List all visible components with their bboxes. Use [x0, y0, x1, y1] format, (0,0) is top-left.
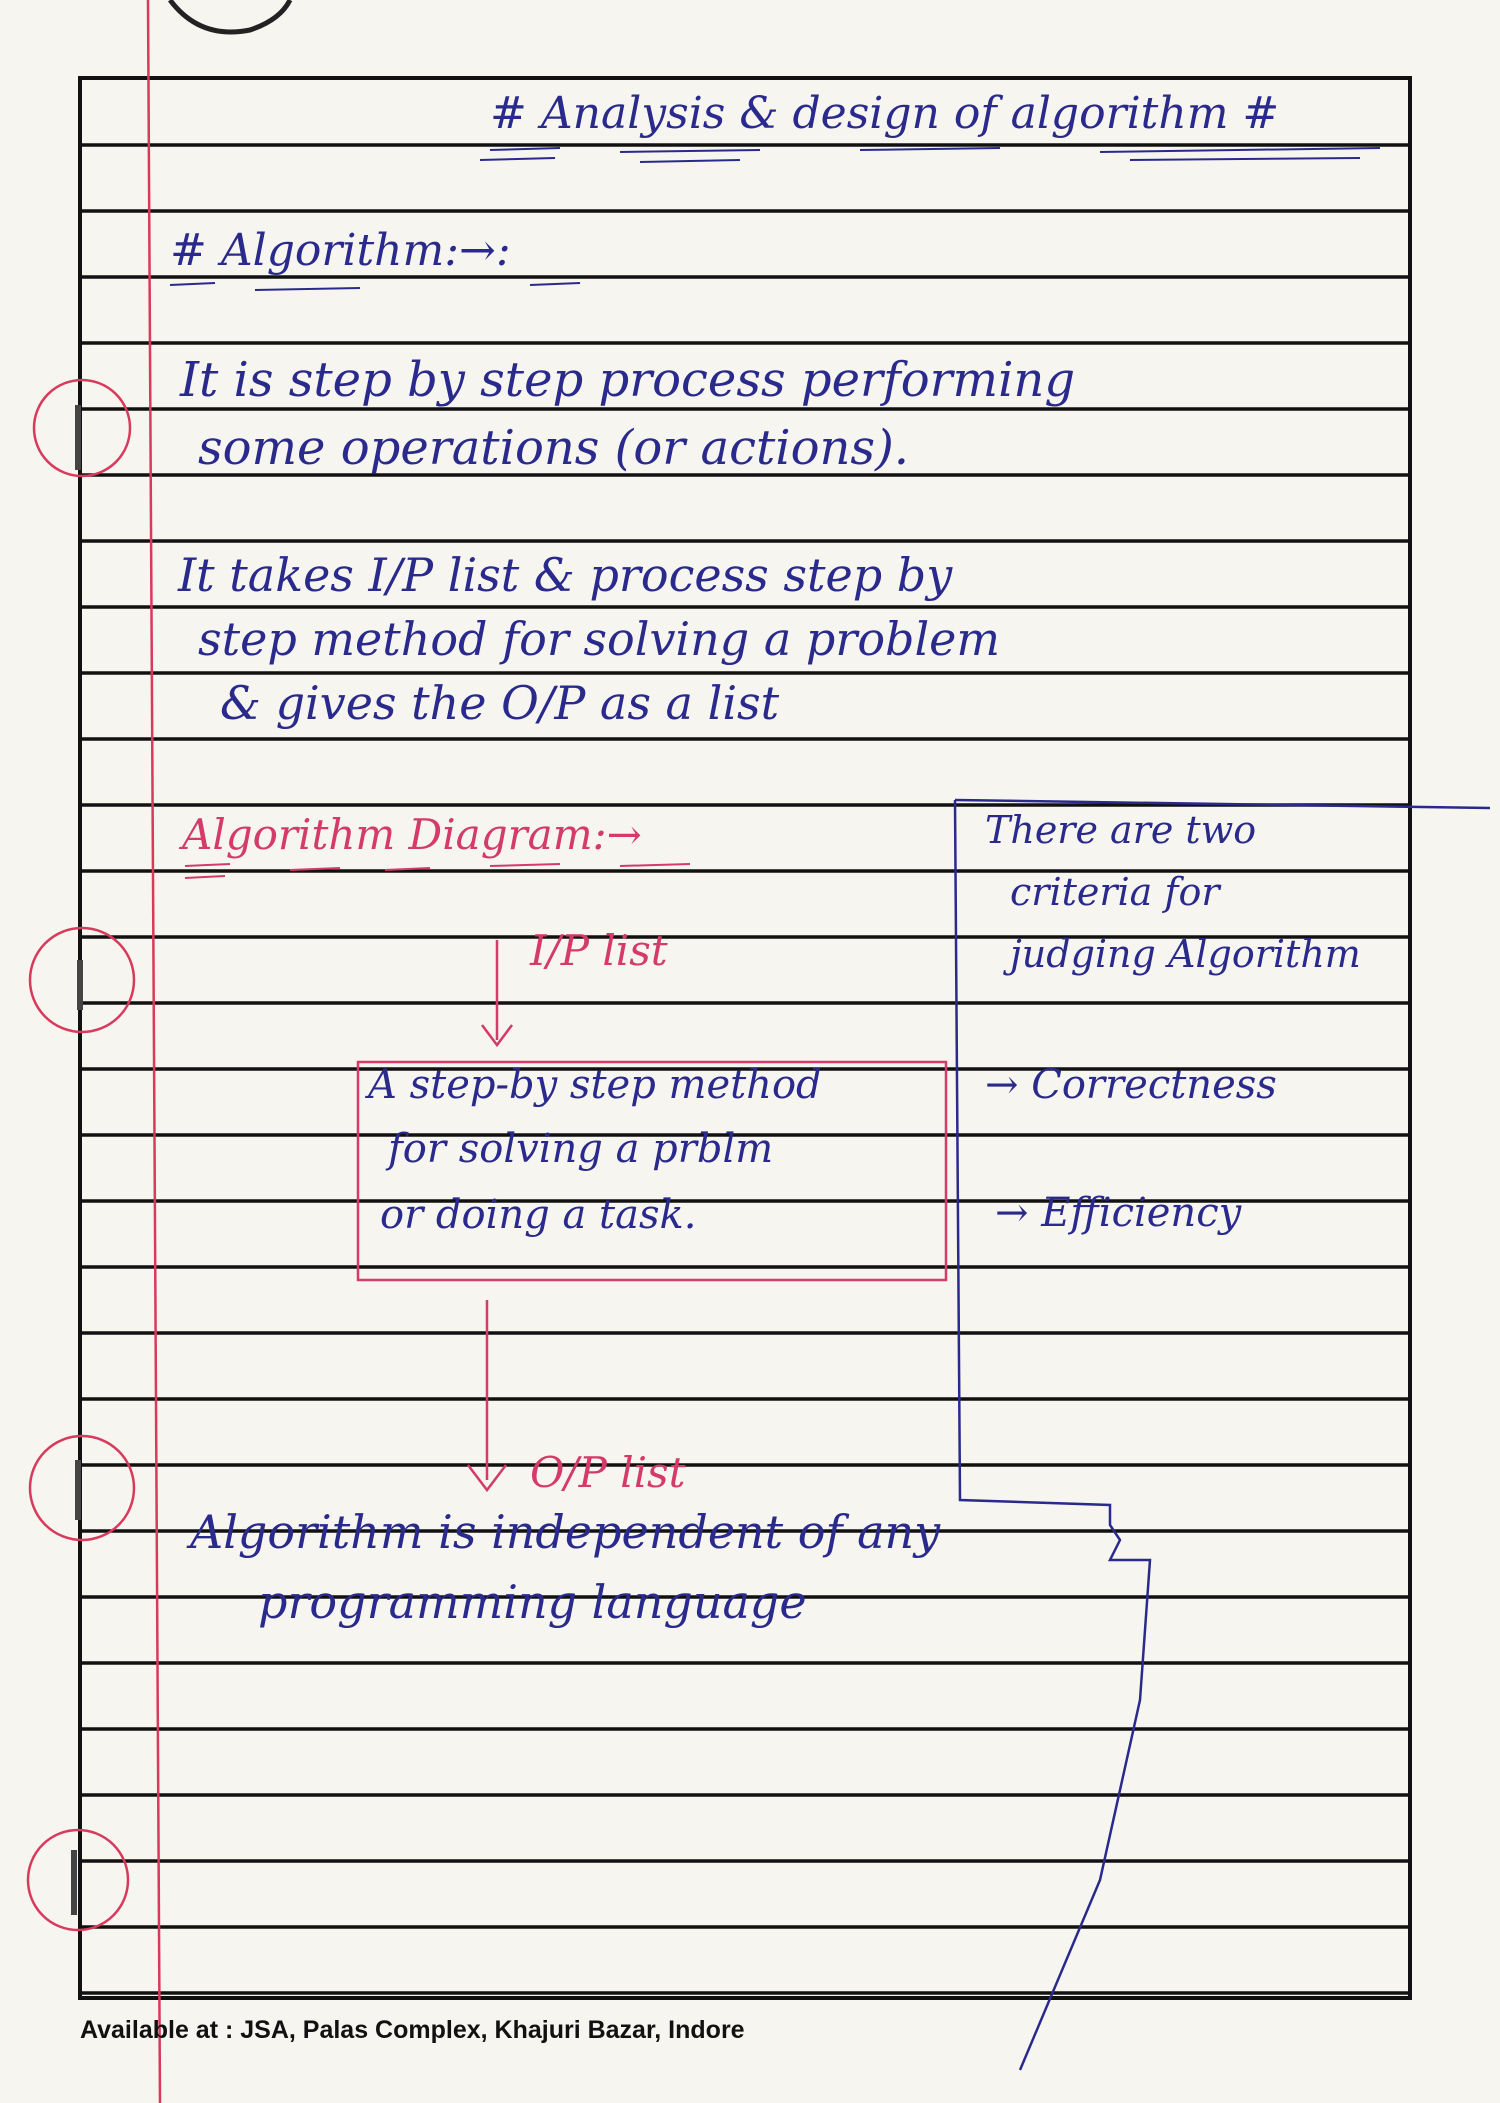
- footer-text: Available at : JSA, Palas Complex, Khajuri Bazar, Indore: [80, 2016, 745, 2044]
- box-line-3: or doing a task.: [380, 1192, 697, 1238]
- conclusion-line-1: Algorithm is independent of any: [190, 1505, 941, 1559]
- definition-line-1: It is step by step process performing: [180, 352, 1076, 408]
- margin-line: [148, 0, 160, 2103]
- criteria-line-1: There are two: [985, 808, 1257, 852]
- criteria-line-2: criteria for: [1010, 870, 1220, 914]
- io-line-3: & gives the O/P as a list: [220, 676, 780, 730]
- criteria-line-3: judging Algorithm: [1010, 932, 1361, 976]
- conclusion-line-2: programming language: [258, 1575, 807, 1629]
- diagram-output-label: O/P list: [530, 1448, 686, 1497]
- definition-line-2: some operations (or actions).: [198, 420, 910, 476]
- io-line-2: step method for solving a problem: [198, 612, 1001, 666]
- top-arc: [170, 0, 290, 32]
- box-line-2: for solving a prblm: [388, 1126, 774, 1172]
- diagram-heading: Algorithm Diagram:→: [182, 810, 642, 859]
- section-heading: # Algorithm:→:: [170, 225, 511, 276]
- criteria-item-correctness: → Correctness: [985, 1062, 1277, 1108]
- box-line-1: A step-by step method: [368, 1062, 822, 1108]
- page-title: # Analysis & design of algorithm #: [490, 88, 1280, 139]
- diagram-input-label: I/P list: [530, 926, 668, 975]
- criteria-item-efficiency: → Efficiency: [995, 1190, 1242, 1236]
- io-line-1: It takes I/P list & process step by: [178, 548, 953, 602]
